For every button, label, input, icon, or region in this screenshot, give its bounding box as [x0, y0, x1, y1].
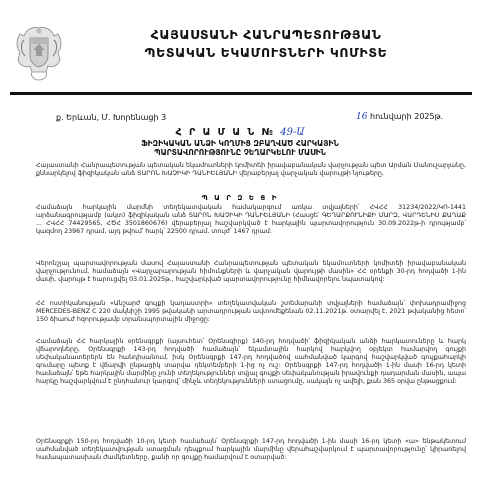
header-line-2: ՊԵՏԱԿԱՆ ԵԿԱՄՈՒՏՆԵՐԻ ԿՈՄԻՏԵ: [144, 45, 388, 60]
subject-line-2: ՊԱՐՏԱՎՈՐՈՒԹՅՈՒՆԸ ՉԵՂԱՐԿԵԼՈՒ ՄԱՍԻՆ: [154, 148, 326, 157]
paragraph-1: Համաձայն հարկային մարմնի տեղեկատվական համակարգում առկա տվյալների՝ ՀՎՀՀ 31234/2022/ԿՈ-1441 արձանագրությամբ (ակտ) ֆիզիկական անձ ՏԱՐՈՆ ԽԱՉԻԿԻ ԴԱՆԻԵԼՅԱՆԻ (Հասցե՝ ԳԵՂԱՐՔՈՒՆԻՔԻ ՄԱՐԶ, ՎԱՐԴԵՆԻՍ ՔԱՂԱՔ ... ՀՎՀՀ 74429565, ՀԾՀ 3501860676) վերաբերյալ հաշվարկված է հարկային պարտավորություն 30.09.2022թ-ի դրությամբ՝ կազմող 23967 դրամ, այդ թվում՝ հարկ՝ 22500 դրամ, տույժ՝ 1467 դրամ:: [36, 204, 466, 235]
header-divider: [10, 92, 472, 95]
date-month-year: հունվարի 2025թ.: [370, 112, 444, 121]
order-label: Հ Ր Ա Մ Ա Ն №: [175, 127, 275, 138]
agency-header: [96, 26, 436, 62]
paragraph-intro: Հայաստանի Հանրապետության պետական եկամուտների կոմիտեի իրավաբանական վարչության պետ Արման Մանուչարյանը, քննարկելով ֆիզիկական անձ ՏԱՐՈՆ ԽԱՉԻԿԻ ԴԱՆԻԵԼՅԱՆԻ վերաբերյալ վարչական վարույթի նյութերը,: [36, 162, 466, 177]
paragraph-2: Վերոնշյալ պարտավորության մասով Հայաստանի Հանրապետության պետական եկամուտների կոմիտեի իրավաբանական վարչությունում, համաձայն «Վարչարարության հիմունքների և վարչական վարույթի մասին» ՀՀ օրենքի 30-րդ հոդվածի 1-ին մասի, վարույթ է հարուցվել 03.01.2025թ., հաշվարկված պարտավորությունը հիմնավորելու նպատակով:: [36, 260, 466, 283]
paragraph-4: Համաձայն ՀՀ հարկային օրենսգրքի (այսուհետ՝ Օրենսգիրք) 140-րդ հոդվածի՝ ֆիզիկական անձի հարկատուները և հարկ վճարողները, Օրենսգրքի 143-րդ հոդվածի համաձայն՝ եկամտային հարկով հարկվող օբյեկտ համարվող գույքի սեփականատերերն են հանդիսանում, իսկ Օրենսգրքի 147-րդ հոդվածով սահմանված կարգով հաշվարկված գույքահարկի գումարը պետք է վճարվի ընթացիկ տարվա դեկտեմբերի 1-ից ոչ ուշ: Օրենսգրքի 147-րդ հոդվածի 1-ին մասի 16-րդ կետի համաձայն՝ եթե հարկային մարմինը չունի տեղեկություններ տվյալ գույքի սեփականության իրավունքի դադարման մասին, ապա հարկը հաշվարկվում է ընդհանուր կարգով՝ մինչև տեղեկությունների ստացումը, սակայն ոչ ավելի, քան 365 օրվա ընթացքում:: [36, 338, 466, 385]
date-day-handwritten: 16: [356, 112, 368, 122]
coat-of-arms-emblem: [10, 22, 68, 84]
paragraph-5: Օրենսգրքի 150-րդ հոդվածի 10-րդ կետի համաձայն՝ Օրենսգրքի 147-րդ հոդվածի 1-ին մասի 16-րդ կետի «ա» ենթակետում սահմանված տեղեկատվության ստացման դեպքում հարկային մարմինը վերահաշվարկում է պարտավորությունը՝ կիրառելով համապատասխան ժամկետները, քանի որ գույքը համարվում է օտարված:: [36, 438, 466, 461]
subject-line-1: ՖԻԶԻԿԱԿԱՆ ԱՆՁԻ ԿՈՂՄԻՑ ԶԲԱՂՎԱԾ ՀԱՐԿԱՅԻՆ: [141, 139, 339, 148]
order-number-handwritten: 49-Ա: [280, 127, 305, 138]
header-line-1: ՀԱՅԱՍՏԱՆԻ ՀԱՆՐԱՊԵՏՈՒԹՅԱՆ: [150, 27, 382, 42]
paragraph-3: ՀՀ ոստիկանության «Անշարժ գույքի կադաստրի» տեղեկատվական շտեմարանի տվյալների համաձայն՝ փոխադրամիջոց MERCEDES-BENZ C 220 մակնիշի 1995 թվականի արտադրության ավտոմեքենան 02.11.2021թ. օտարվել է, 2021 թվականից հետո՝ 150 ձիաուժ հզորությամբ տրանսպորտային միջոցը:: [36, 300, 466, 323]
document-date: [356, 112, 443, 122]
section-heading-decided: Պ Ա Ր Զ Ե Ց Ի: [201, 194, 279, 202]
address: ք. Երևան, Մ. Խորենացի 3: [56, 113, 167, 122]
order-title: [0, 127, 480, 138]
